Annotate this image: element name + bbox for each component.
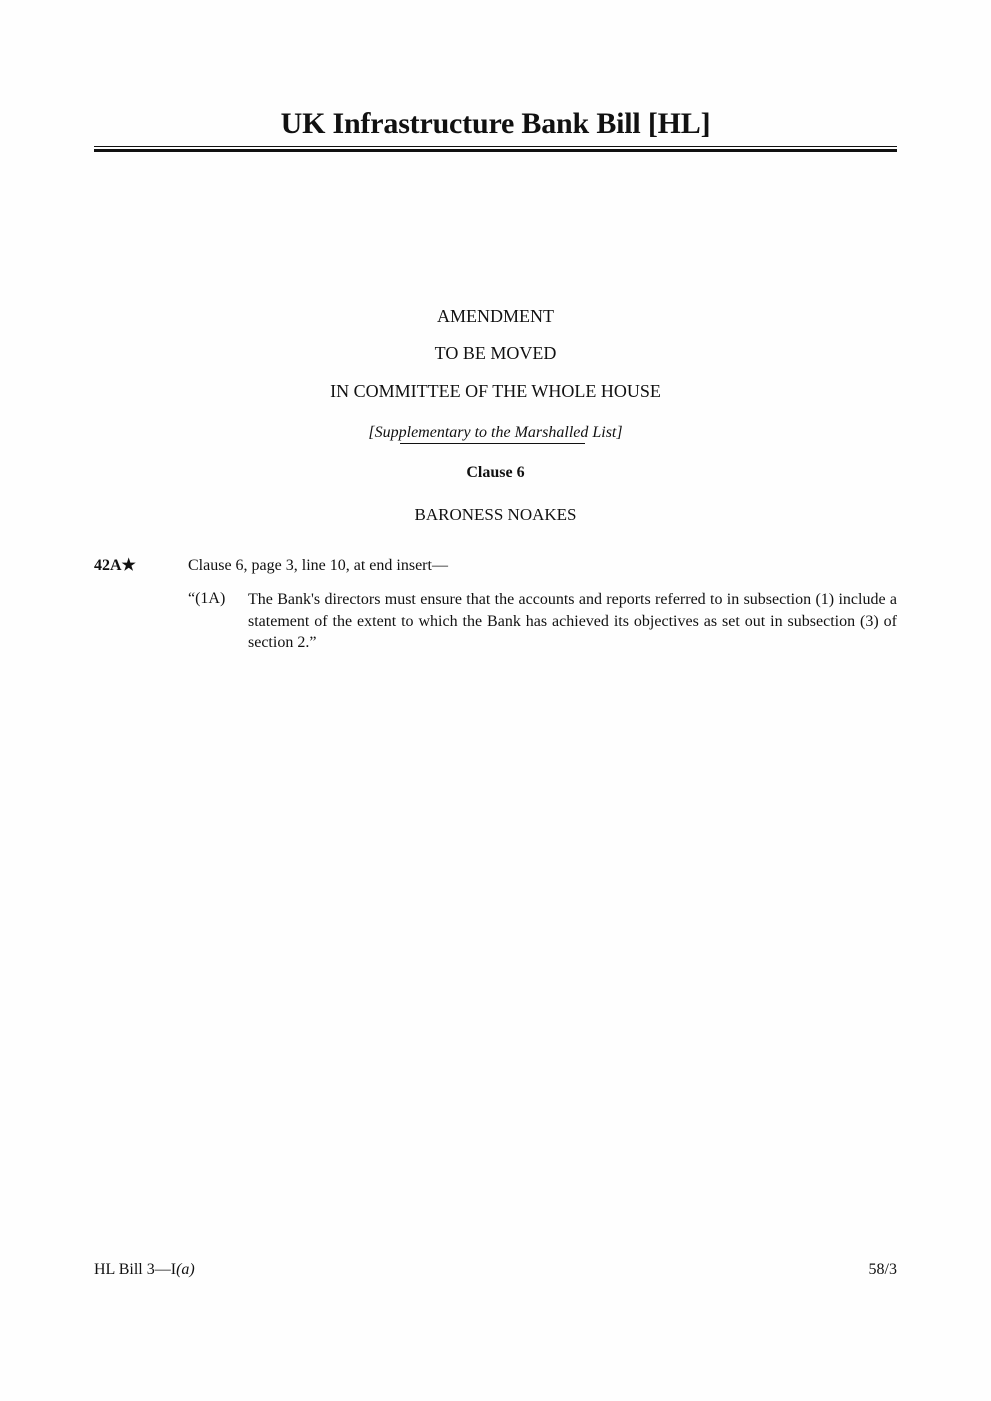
footer-bill-suffix: (a) (176, 1261, 195, 1278)
subsection-label: “(1A) (188, 590, 226, 607)
member-name: BARONESS NOAKES (414, 505, 577, 524)
subsection-text: The Bank's directors must ensure that the accounts and reports referred to in subsection (1) include a statement of the extent to which the Bank has achieved its objectives as set out in subsection (3) of section 2.” (248, 591, 897, 651)
amendment-instruction: Clause 6, page 3, line 10, at end insert— (188, 557, 448, 574)
amendment-number: 42A★ (94, 557, 136, 574)
heading-committee: IN COMMITTEE OF THE WHOLE HOUSE (330, 381, 661, 401)
title-rule-thick (94, 149, 897, 152)
supplementary-note: [Supplementary to the Marshalled List] (368, 424, 623, 441)
title-rule-thin (94, 146, 897, 147)
bill-title: UK Infrastructure Bank Bill [HL] (280, 107, 711, 140)
heading-to-be-moved: TO BE MOVED (434, 343, 557, 363)
supplementary-underline (400, 443, 585, 444)
heading-amendment: AMENDMENT (437, 306, 554, 326)
clause-heading: Clause 6 (466, 464, 525, 481)
footer-bill-prefix: HL Bill 3—I (94, 1261, 177, 1278)
footer-page-reference: 58/3 (868, 1261, 897, 1278)
footer-bill-reference (94, 1260, 195, 1280)
